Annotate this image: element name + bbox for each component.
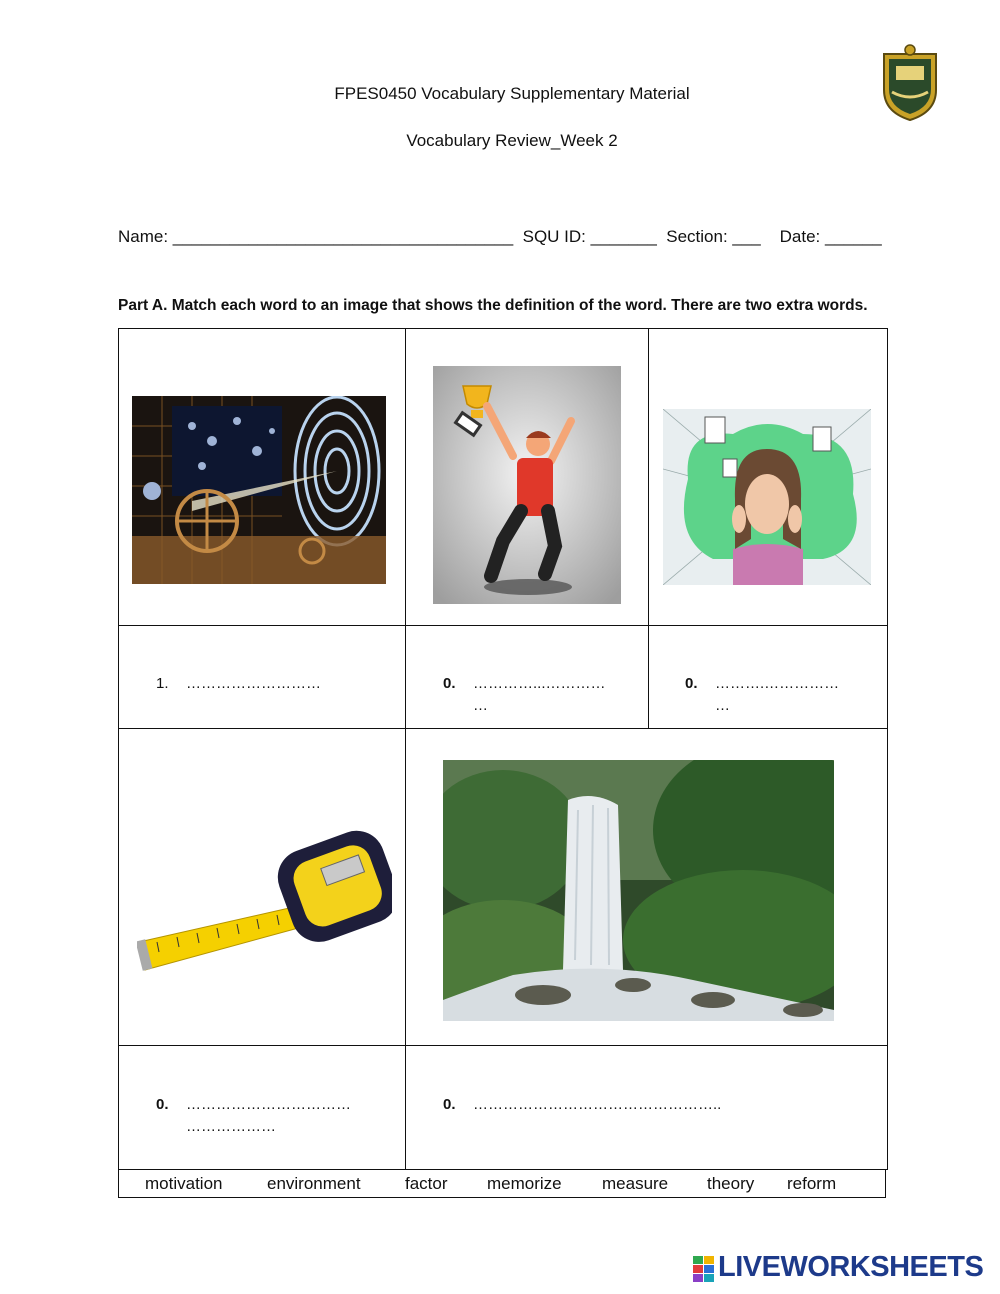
image-cell-1 [119,329,406,626]
answer-number: 0. [685,675,698,692]
image-cell-2 [406,329,649,626]
word-bank-item[interactable]: factor [405,1174,448,1193]
answer-cell-5 [406,1046,888,1170]
image-cell-3 [649,329,888,626]
answer-blank-continued[interactable]: ……………… [186,1118,276,1135]
word-bank-item[interactable]: theory [707,1174,755,1193]
answer-number: 0. [443,1096,456,1113]
measure-tape-image [137,824,392,984]
answer-number: 1. [156,675,169,692]
matching-table [118,328,888,1170]
word-bank-item[interactable]: motivation [145,1174,223,1193]
answer-blank[interactable]: …………...………… [473,675,606,692]
answer-blank[interactable]: ………………………………………….. [473,1096,722,1113]
answer-blank-continued[interactable]: … [715,697,730,714]
image-cell-4 [119,729,406,1046]
answer-blank[interactable]: ……….…………… [715,675,840,692]
liveworksheets-logo-text: LIVEWORKSHEETS [718,1251,984,1283]
student-info-line[interactable]: Name: ____________________________________ SQU ID: _______ Section: ___ Date: ______ [118,227,882,246]
answer-number: 0. [156,1096,169,1113]
document-title: FPES0450 Vocabulary Supplementary Material [334,84,690,103]
university-seal-icon [878,44,942,122]
word-bank-item[interactable]: memorize [487,1174,562,1193]
motivation-trophy-image [433,366,621,604]
memorize-thinking-woman-image [663,409,871,585]
answer-blank[interactable]: …………………………… [186,1096,351,1113]
document-subtitle: Vocabulary Review_Week 2 [406,131,618,150]
word-bank-item[interactable]: reform [787,1174,837,1193]
environment-waterfall-image [443,760,834,1021]
answer-blank-continued[interactable]: … [473,697,488,714]
theory-cosmos-image [132,396,386,584]
word-bank-item[interactable]: environment [267,1174,361,1193]
answer-number: 0. [443,675,456,692]
answer-cell-2 [406,626,649,729]
part-a-instructions: Part A. Match each word to an image that shows the definition of the word. There are two extra words. [118,297,868,314]
answer-cell-1 [119,626,406,729]
liveworksheets-logo-icon [693,1254,715,1284]
answer-cell-3 [649,626,888,729]
word-bank [118,1170,886,1198]
image-cell-5 [406,729,888,1046]
answer-cell-4 [119,1046,406,1170]
word-bank-item[interactable]: measure [602,1174,669,1193]
answer-blank[interactable]: ……………………… [186,675,321,692]
